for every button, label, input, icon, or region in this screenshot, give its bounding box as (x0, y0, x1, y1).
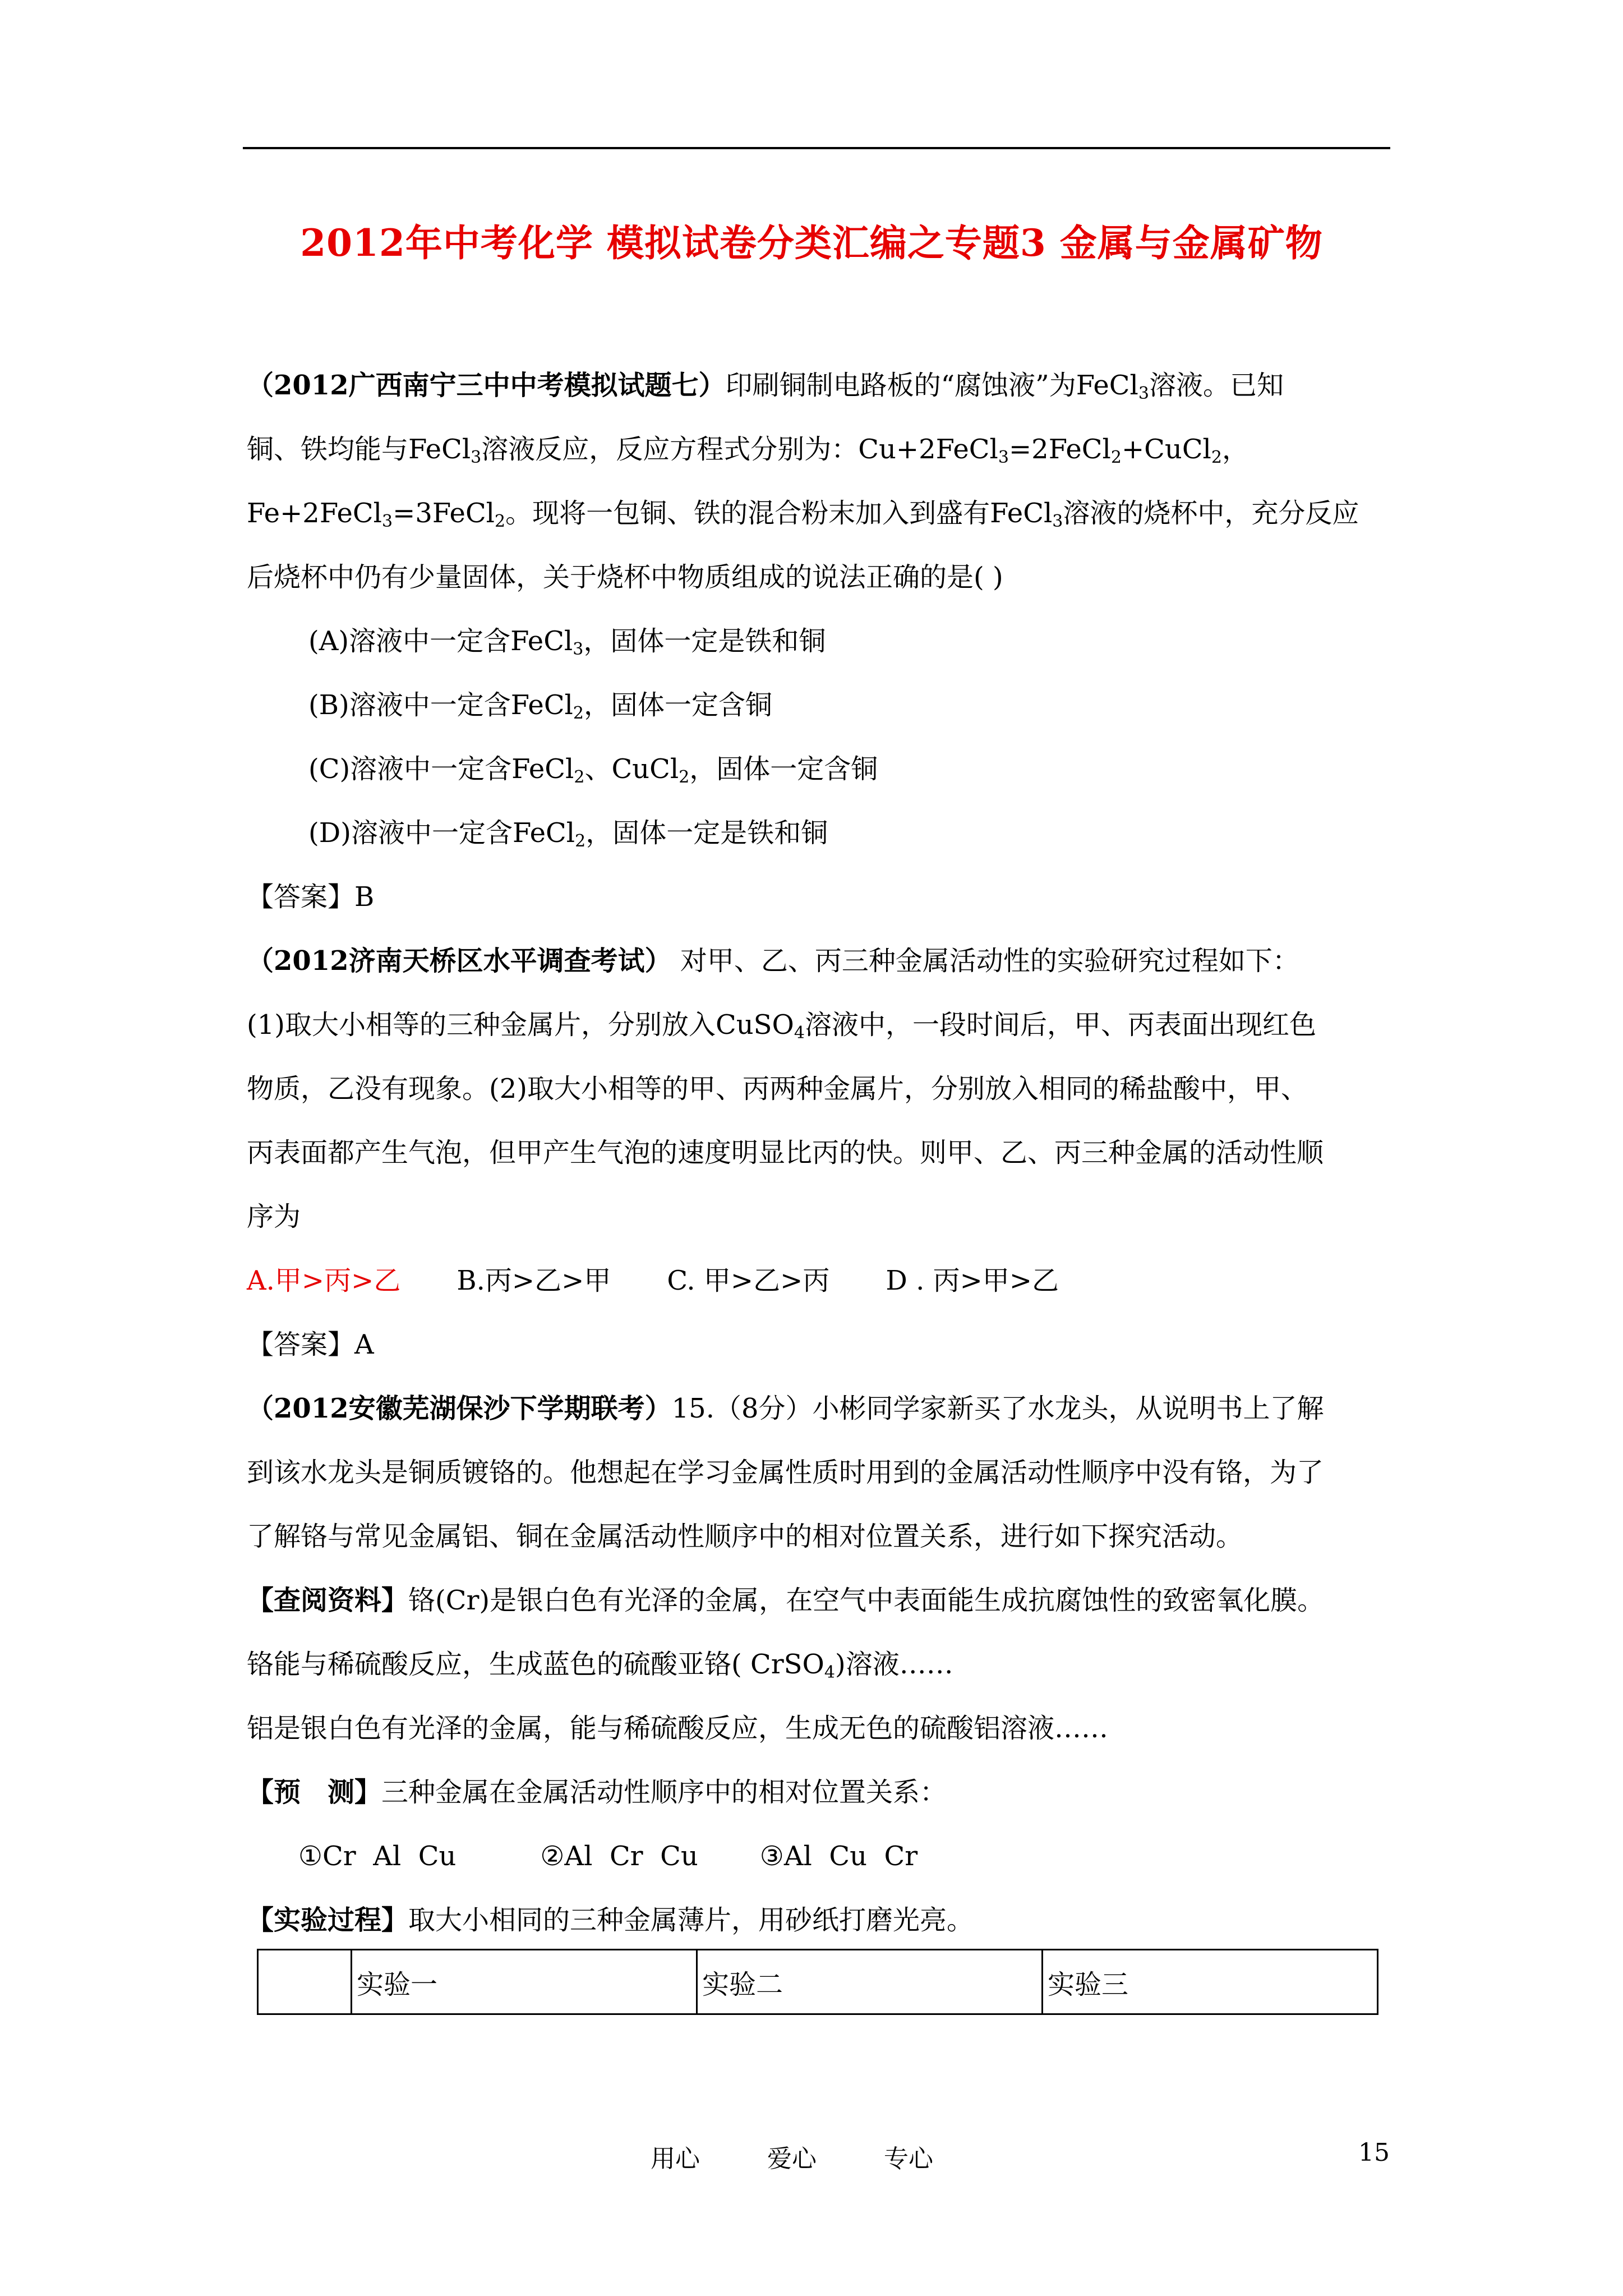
experiment-table (257, 1949, 1378, 2015)
procedure-label: 【实验过程】 (247, 1904, 409, 1936)
table-cell: 实验一 (352, 1950, 697, 2014)
table-cell: 实验三 (1043, 1950, 1378, 2014)
q3-prediction: 【预 测】三种金属在金属活动性顺序中的相对位置关系： (247, 1777, 947, 1808)
footer-motto: 用心 爱心 专心 (651, 2145, 933, 2173)
prediction-label: 【预 测】 (247, 1777, 382, 1808)
table-cell (258, 1950, 352, 2014)
q1-option-d: (D)溶液中一定含FeCl$_2$，固体一定是铁和铜 (308, 817, 828, 851)
q2-option-a: A.甲>丙>乙 (247, 1265, 401, 1296)
header-rule (243, 147, 1390, 149)
q2-option-d: D . 丙>甲>乙 (886, 1265, 1059, 1296)
q2-line-2: (1)取大小相等的三种金属片，分别放入CuSO$_4$溶液中，一段时间后，甲、丙表面出现红色 (247, 1009, 1316, 1043)
q1-option-b: (B)溶液中一定含FeCl$_2$，固体一定含铜 (308, 689, 773, 723)
q3-line-1: （2012安徽芜湖保沙下学期联考）15.（8分）小彬同学家新买了水龙头，从说明书上了解 (247, 1393, 1324, 1424)
q2-line-4: 丙表面都产生气泡，但甲产生气泡的速度明显比丙的快。则甲、乙、丙三种金属的活动性顺 (247, 1137, 1324, 1168)
q1-line-3: Fe+2FeCl$_3$=3FeCl$_2$。现将一包铜、铁的混合粉末加入到盛有FeCl$_3$溶液的烧杯中，充分反应 (247, 498, 1359, 531)
q2-source: （2012济南天桥区水平调查考试） (247, 945, 672, 977)
document-body (247, 353, 1391, 1952)
q2-options (247, 1249, 1391, 1313)
q2-answer: 【答案】A (247, 1329, 374, 1360)
q3-line-2: 到该水龙头是铜质镀铬的。他想起在学习金属性质时用到的金属活动性顺序中没有铬，为了 (247, 1457, 1324, 1488)
table-cell: 实验二 (697, 1950, 1043, 2014)
prediction-3: ③Al Cu Cr (759, 1841, 918, 1872)
prediction-1: ①Cr Al Cu (298, 1841, 457, 1872)
prediction-2: ②Al Cr Cu (540, 1841, 698, 1872)
q1-option-c: (C)溶液中一定含FeCl$_2$、CuCl$_2$，固体一定含铜 (308, 753, 878, 787)
q2-option-c: C. 甲>乙>丙 (667, 1265, 830, 1296)
q1-option-a: (A)溶液中一定含FeCl$_3$，固体一定是铁和铜 (308, 625, 826, 659)
page-title: 2012年中考化学 模拟试卷分类汇编之专题3 金属与金属矿物 (300, 221, 1323, 265)
q1-line-1: （2012广西南宁三中中考模拟试题七）印刷铜制电路板的“腐蚀液”为FeCl$_3$溶液。已知 (247, 370, 1284, 403)
q3-source: （2012安徽芜湖保沙下学期联考） (247, 1393, 672, 1424)
q2-line-5: 序为 (247, 1201, 301, 1232)
research-label: 【查阅资料】 (247, 1585, 409, 1616)
q3-prediction-options (247, 1824, 1391, 1888)
q2-line-1: （2012济南天桥区水平调查考试） 对甲、乙、丙三种金属活动性的实验研究过程如下： (247, 945, 1299, 977)
q2-line-3: 物质，乙没有现象。(2)取大小相等的甲、丙两种金属片，分别放入相同的稀盐酸中，甲、 (247, 1073, 1308, 1105)
q3-procedure: 【实验过程】取大小相同的三种金属薄片，用砂纸打磨光亮。 (247, 1904, 974, 1936)
q1-line-2: 铜、铁均能与FeCl$_3$溶液反应，反应方程式分别为：Cu+2FeCl$_3$=2FeCl$_2$+CuCl$_2$， (247, 434, 1249, 467)
page-number: 15 (1358, 2138, 1390, 2167)
q2-option-b: B.丙>乙>甲 (457, 1265, 611, 1296)
q3-research-3: 铝是银白色有光泽的金属，能与稀硫酸反应，生成无色的硫酸铝溶液…… (247, 1713, 1109, 1744)
q1-source: （2012广西南宁三中中考模拟试题七） (247, 370, 726, 401)
q3-research-2: 铬能与稀硫酸反应，生成蓝色的硫酸亚铬( CrSO$_4$)溶液…… (247, 1649, 953, 1682)
table-row (258, 1950, 1378, 2014)
q1-line-4: 后烧杯中仍有少量固体，关于烧杯中物质组成的说法正确的是( ) (247, 562, 1003, 593)
q3-line-3: 了解铬与常见金属铝、铜在金属活动性顺序中的相对位置关系，进行如下探究活动。 (247, 1521, 1243, 1552)
q1-answer: 【答案】B (247, 881, 375, 913)
q3-research-1: 【查阅资料】铬(Cr)是银白色有光泽的金属，在空气中表面能生成抗腐蚀性的致密氧化膜。 (247, 1585, 1325, 1616)
